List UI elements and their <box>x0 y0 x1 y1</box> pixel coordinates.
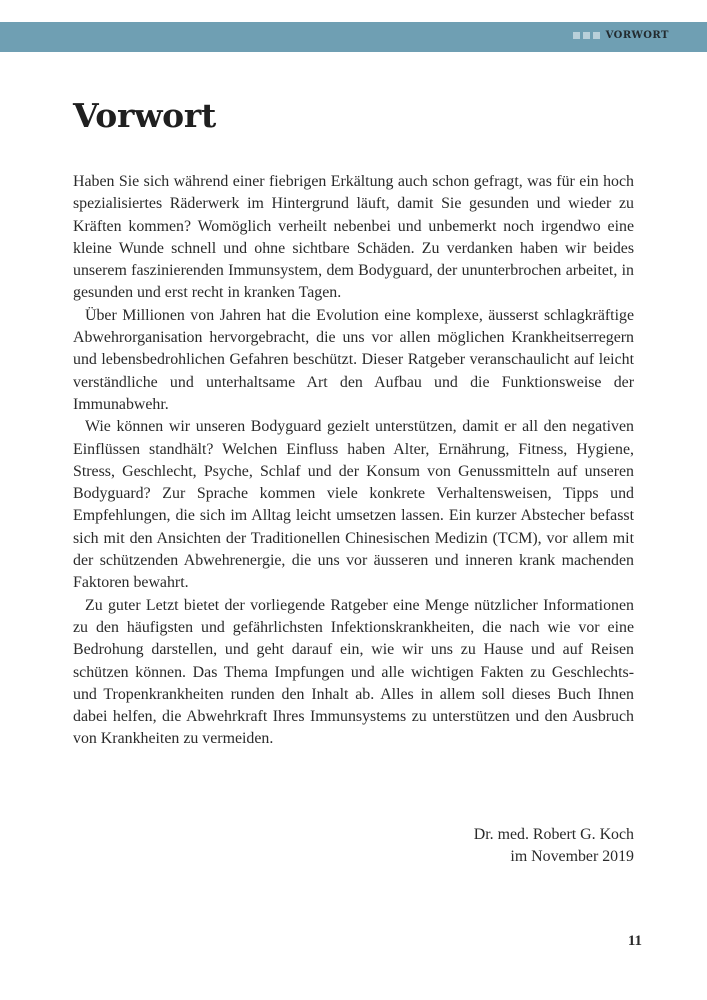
paragraph: Wie können wir unseren Bodyguard gezielt unterstützen, damit er all den negativen Einflüssen standhält? Welchen Einfluss haben Alter, Ernährung, Fitness, Hygiene, Stress, Geschlecht, Psyche, Schlaf und der Konsum von Genussmitteln auf unseren Bodyguard? Zur Sprache kommen viele konkrete Verhaltensweisen, Tipps und Empfehlungen, die sich im Alltag leicht umsetzen lassen. Ein kurzer Abstecher befasst sich mit den Ansichten der Traditionellen Chinesischen Medizin (TCM), vor allem mit der schützenden Abwehrenergie, die uns vor äusseren und inneren krank machenden Faktoren bewahrt. <box>73 418 634 592</box>
signature-date: im November 2019 <box>510 848 634 866</box>
signature <box>474 824 634 869</box>
paragraph: Über Millionen von Jahren hat die Evolution eine komplexe, äusserst schlagkräftige Abwehrorganisation hervorgebracht, die uns vor allen möglichen Krankheitserregern und lebensbedrohlichen Gefahren beschützt. Dieser Ratgeber veranschaulicht auf leicht verständliche und unterhaltsame Art den Aufbau und die Funktionsweise der Immunabwehr. <box>73 306 634 413</box>
square-marker-icon <box>593 32 600 39</box>
signature-author: Dr. med. Robert G. Koch <box>473 826 634 843</box>
section-header-bar <box>0 22 707 52</box>
square-marker-icon <box>583 32 590 39</box>
section-label: VORWORT <box>605 30 669 41</box>
paragraph: Zu guter Letzt bietet der vorliegende Ratgeber eine Menge nützlicher Informationen zu den häufigsten und gefährlichsten Infektionskrankheiten, die nach wie vor eine Bedrohung darstellen, und geht darauf ein, wie wir uns zu Hause und auf Reisen schützen können. Das Thema Impfungen und alle wichtigen Fakten zu Geschlechts- und Tropenkrankheiten runden den Inhalt ab. Alles in allem soll dieses Buch Ihnen dabei helfen, die Abwehrkraft Ihres Immunsystems zu unterstützen und den Ausbruch von Krankheiten zu vermeiden. <box>73 596 634 748</box>
section-header <box>573 30 669 41</box>
page-title: Vorwort <box>73 96 216 135</box>
paragraph: Haben Sie sich während einer fiebrigen Erkältung auch schon gefragt, was für ein hoch spezialisiertes Räderwerk im Hintergrund läuft, damit Sie gesunden und wieder zu Kräften kommen? Womöglich verheilt nebenbei und unbemerkt noch irgendwo eine kleine Wunde schnell und ohne sichtbare Schäden. Zu verdanken haben wir beides unserem faszinierenden Immunsystem, dem Bodyguard, der ununterbrochen arbeitet, in gesunden und erst recht in kranken Tagen. <box>73 173 634 302</box>
body-text <box>73 171 634 751</box>
page-number: 11 <box>627 933 642 949</box>
square-marker-icon <box>573 32 580 39</box>
